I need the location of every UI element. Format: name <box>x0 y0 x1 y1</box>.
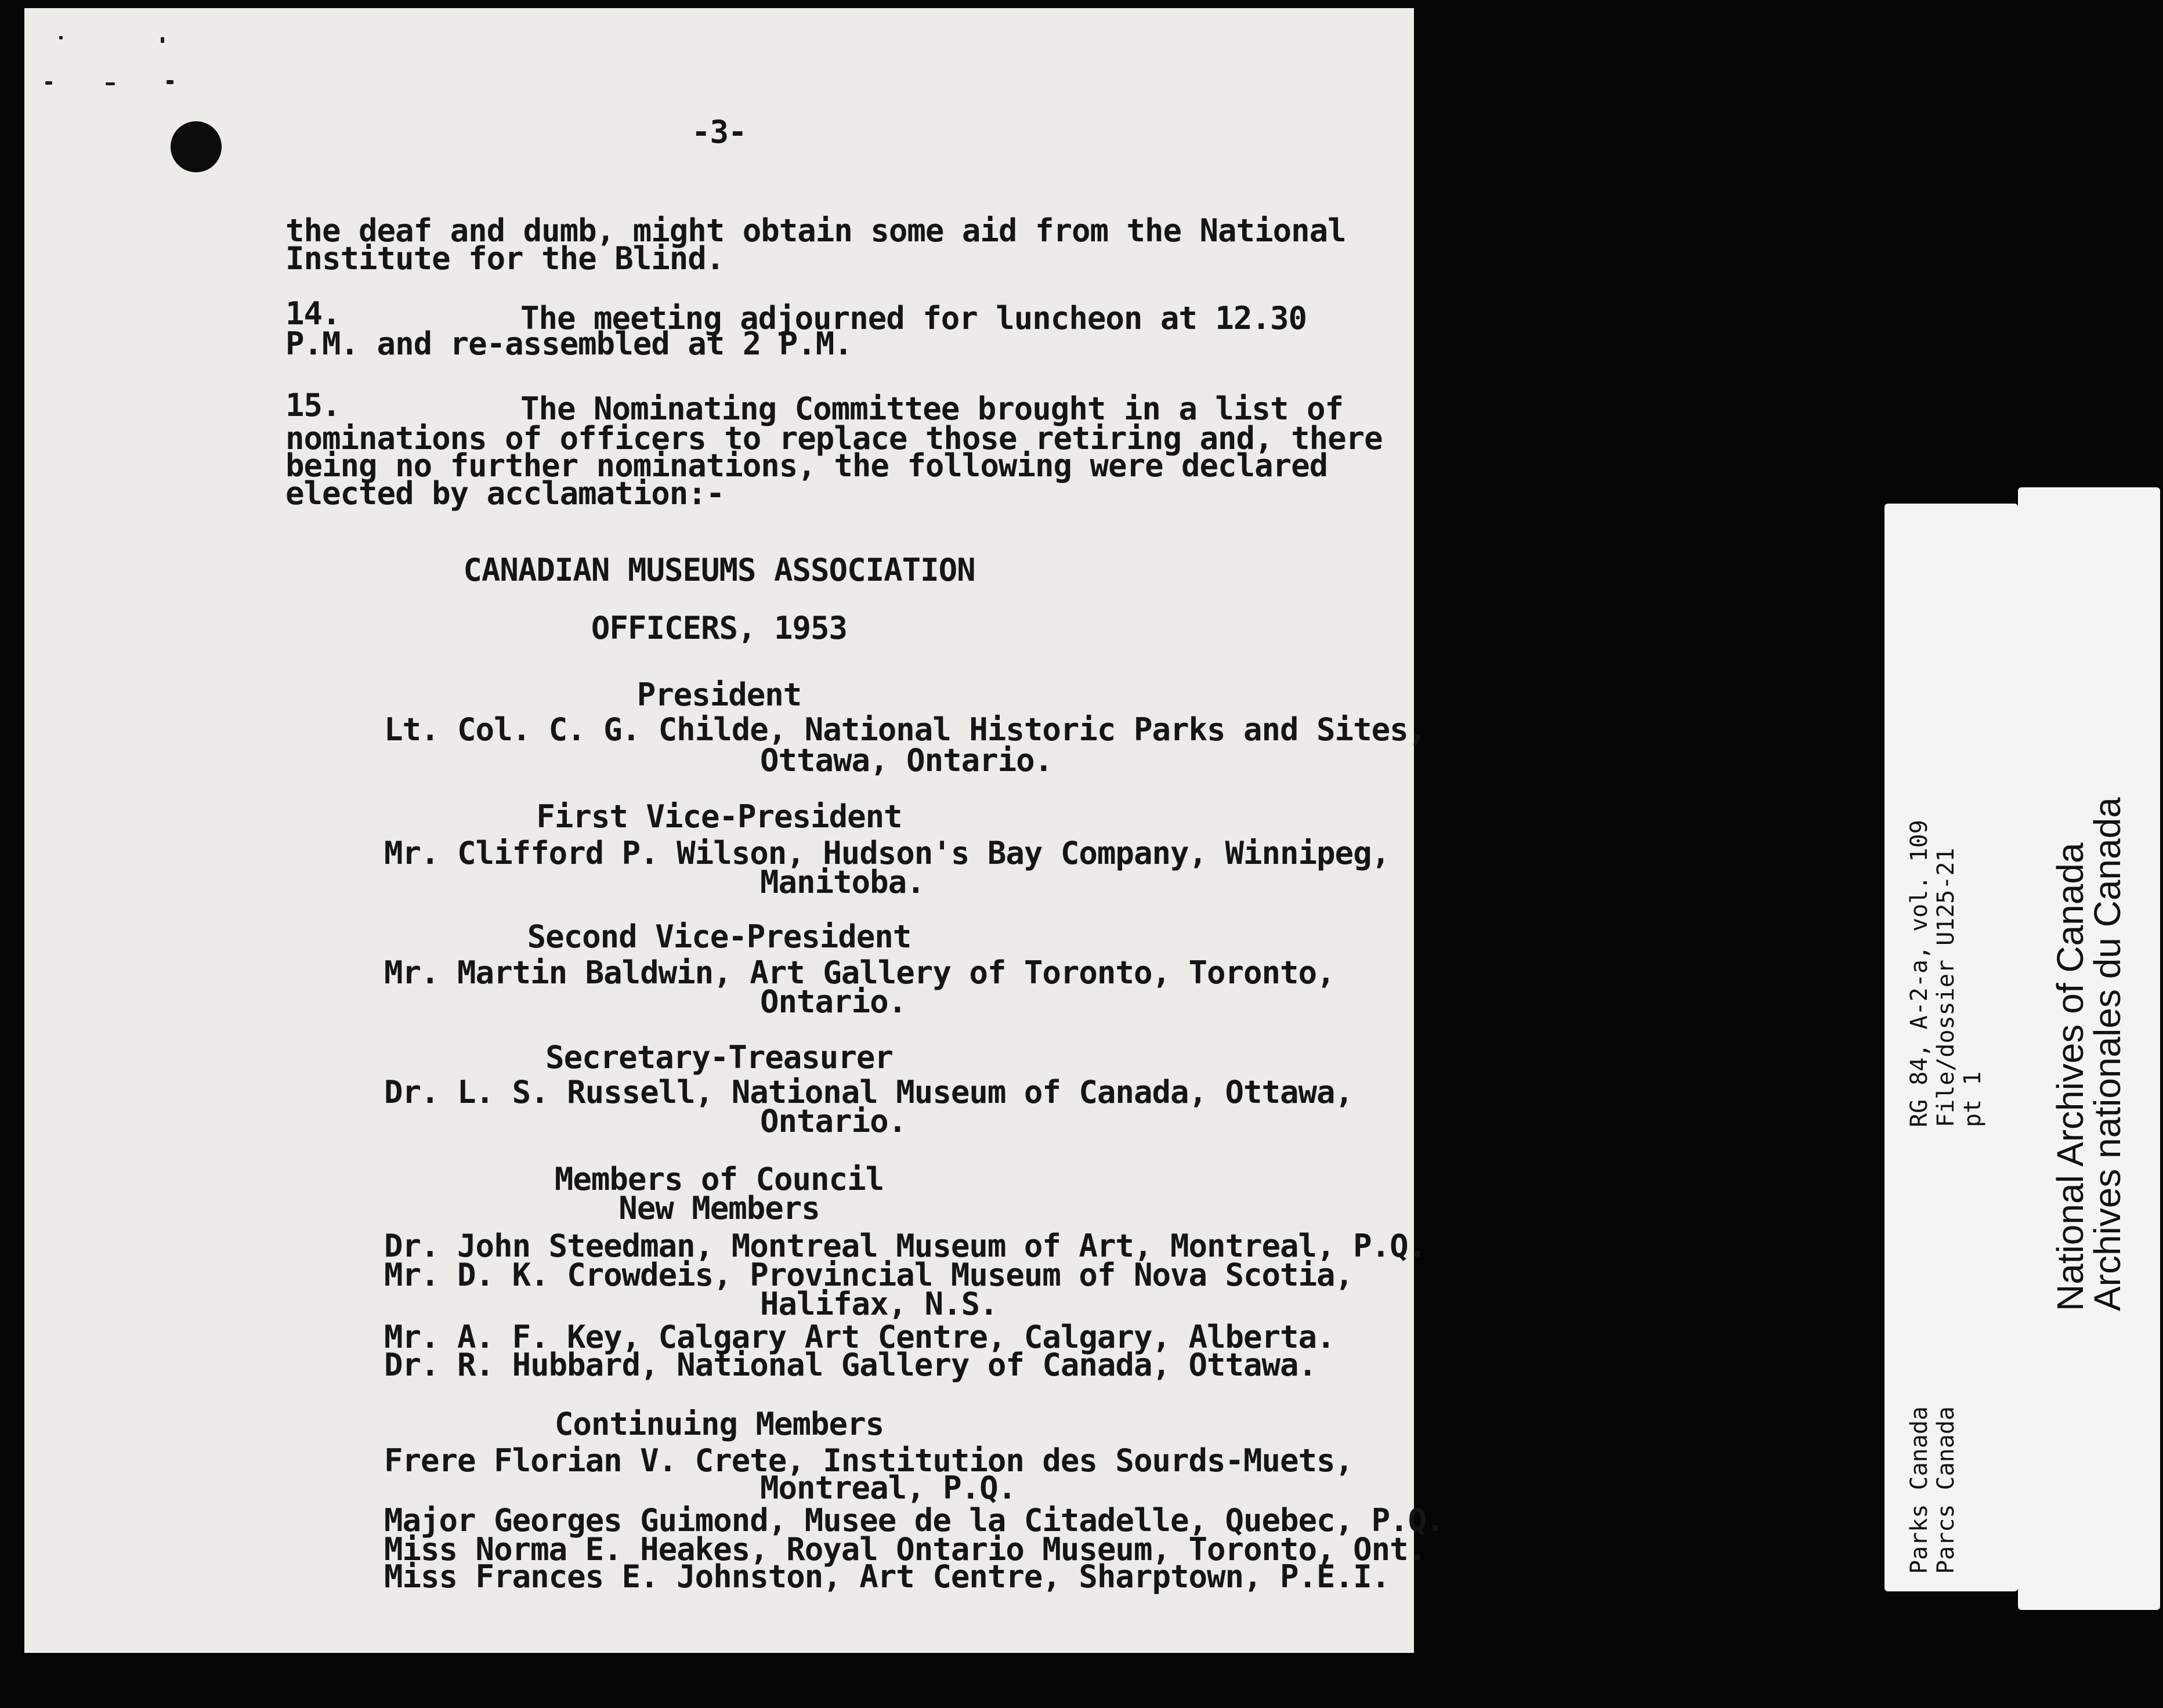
association-heading: CANADIAN MUSEUMS ASSOCIATION <box>463 552 975 588</box>
reference-line-2: File/dossier U125-21 <box>1933 848 1959 1127</box>
second-vp-title: Second Vice-President <box>527 918 912 955</box>
first-vp-line-1: Mr. Clifford P. Wilson, Hudson's Bay Company, Winnipeg, <box>384 835 1390 871</box>
new-member-2: Mr. D. K. Crowdeis, Provincial Museum of Nova Scotia, <box>384 1257 1354 1293</box>
new-member-3: Mr. A. F. Key, Calgary Art Centre, Calgary, Alberta. <box>384 1319 1335 1355</box>
para15-line-1: The Nominating Committee brought in a list of <box>520 390 1343 427</box>
reference-line-1: RG 84, A-2-a, vol. 109 <box>1906 820 1933 1127</box>
intro-line-1: the deaf and dumb, might obtain some aid from the National <box>285 212 1346 249</box>
para14-line-2: P.M. and re-assembled at 2 P.M. <box>285 325 852 362</box>
president-line-1: Lt. Col. C. G. Childe, National Historic Parks and Sites, <box>384 711 1427 748</box>
reference-line-3: pt 1 <box>1959 1071 1986 1127</box>
national-archives-label <box>2018 487 2160 1610</box>
speck <box>161 37 164 43</box>
archives-line-1: National Archives of Canada <box>2049 842 2091 1311</box>
para15-line-3: being no further nominations, the following were declared <box>285 447 1328 484</box>
first-vp-line-2: Manitoba. <box>760 864 925 900</box>
council-title: Members of Council <box>554 1161 884 1197</box>
first-vp-title: First Vice-President <box>536 798 902 835</box>
officers-heading: OFFICERS, 1953 <box>591 610 848 646</box>
new-members-title: New Members <box>618 1190 820 1226</box>
para15-number: 15. <box>285 387 341 424</box>
para15-line-4: elected by acclamation:- <box>285 475 725 512</box>
continuing-member-1-cont: Montreal, P.Q. <box>760 1470 1017 1506</box>
speck <box>106 82 115 85</box>
agency-line-1: Parks Canada <box>1906 1406 1933 1574</box>
para15-line-2: nominations of officers to replace those retiring and, there <box>285 420 1383 457</box>
document-page <box>24 8 1445 1653</box>
new-member-4: Dr. R. Hubbard, National Gallery of Canada, Ottawa. <box>384 1347 1317 1383</box>
intro-line-2: Institute for the Blind. <box>285 240 725 277</box>
continuing-member-2: Major Georges Guimond, Musee de la Citadelle, Quebec, P.Q. <box>384 1502 1445 1539</box>
speck <box>59 36 63 39</box>
continuing-members-title: Continuing Members <box>554 1406 884 1442</box>
para14-number: 14. <box>285 295 341 332</box>
secretary-title: Secretary-Treasurer <box>545 1039 893 1076</box>
speck <box>167 80 173 84</box>
second-vp-line-2: Ontario. <box>760 983 907 1020</box>
second-vp-line-1: Mr. Martin Baldwin, Art Gallery of Toronto, Toronto, <box>384 954 1335 991</box>
secretary-line-2: Ontario. <box>760 1103 907 1139</box>
continuing-member-3: Miss Norma E. Heakes, Royal Ontario Museum, Toronto, Ont. <box>384 1531 1427 1568</box>
archives-line-2: Archives nationales du Canada <box>2086 797 2128 1311</box>
president-line-2: Ottawa, Ontario. <box>760 742 1053 779</box>
page-number: -3- <box>692 114 747 150</box>
punch-hole <box>171 121 222 172</box>
speck <box>45 81 52 85</box>
archive-reference-slip <box>1885 504 2018 1591</box>
para14-line-1: The meeting adjourned for luncheon at 12.30 <box>520 300 1307 336</box>
continuing-member-4: Miss Frances E. Johnston, Art Centre, Sharptown, P.E.I. <box>384 1558 1390 1595</box>
secretary-line-1: Dr. L. S. Russell, National Museum of Canada, Ottawa, <box>384 1074 1354 1110</box>
agency-line-2: Parcs Canada <box>1933 1406 1959 1574</box>
new-member-1: Dr. John Steedman, Montreal Museum of Art, Montreal, P.Q. <box>384 1228 1427 1264</box>
president-title: President <box>636 676 802 713</box>
new-member-2-cont: Halifax, N.S. <box>760 1286 998 1322</box>
continuing-member-1: Frere Florian V. Crete, Institution des Sourds-Muets, <box>384 1442 1354 1479</box>
